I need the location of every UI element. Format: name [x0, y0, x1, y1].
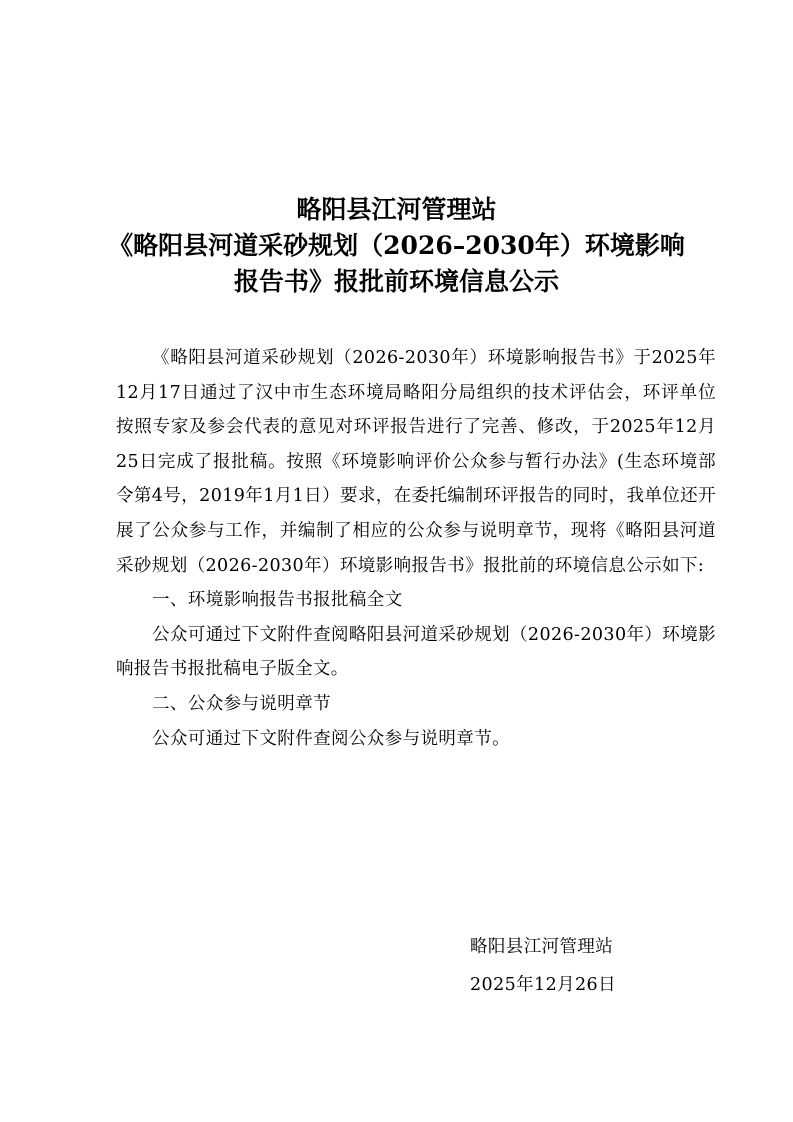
section-2-text: 公众可通过下文附件查阅公众参与说明章节。	[152, 728, 510, 749]
title-line-3: 报告书》报批前环境信息公示	[233, 267, 559, 296]
section-1-heading: 一、环境影响报告书报批稿全文	[152, 590, 403, 611]
signature-organization: 略阳县江河管理站	[470, 937, 614, 957]
title-line-1: 略阳县江河管理站	[296, 195, 497, 224]
signature-date: 2025年12月26日	[470, 975, 616, 995]
document-body	[116, 341, 716, 756]
section-1-text: 公众可通过下文附件查阅略阳县河道采砂规划（2026-2030年）环境影响报告书报批稿电子版全文。	[116, 624, 716, 680]
title-line-2: 《略阳县河道采砂规划（2026–2030年）环境影响	[108, 231, 685, 260]
intro-paragraph: 《略阳县河道采砂规划（2026-2030年）环境影响报告书》于2025年12月17日通过了汉中市生态环境局略阳分局组织的技术评估会，环评单位按照专家及参会代表的意见对环评报告进行了完善、修改，于2025年12月25日完成了报批稿。按照《环境影响评价公众参与暂行办法》(生态环境部令第4号，2019年1月1日）要求，在委托编制环评报告的同时，我单位还开展了公众参与工作，并编制了相应的公众参与说明章节，现将《略阳县河道采砂规划（2026-2030年）环境影响报告书》报批前的环境信息公示如下:	[116, 348, 716, 576]
section-2-heading: 二、公众参与说明章节	[152, 693, 331, 714]
